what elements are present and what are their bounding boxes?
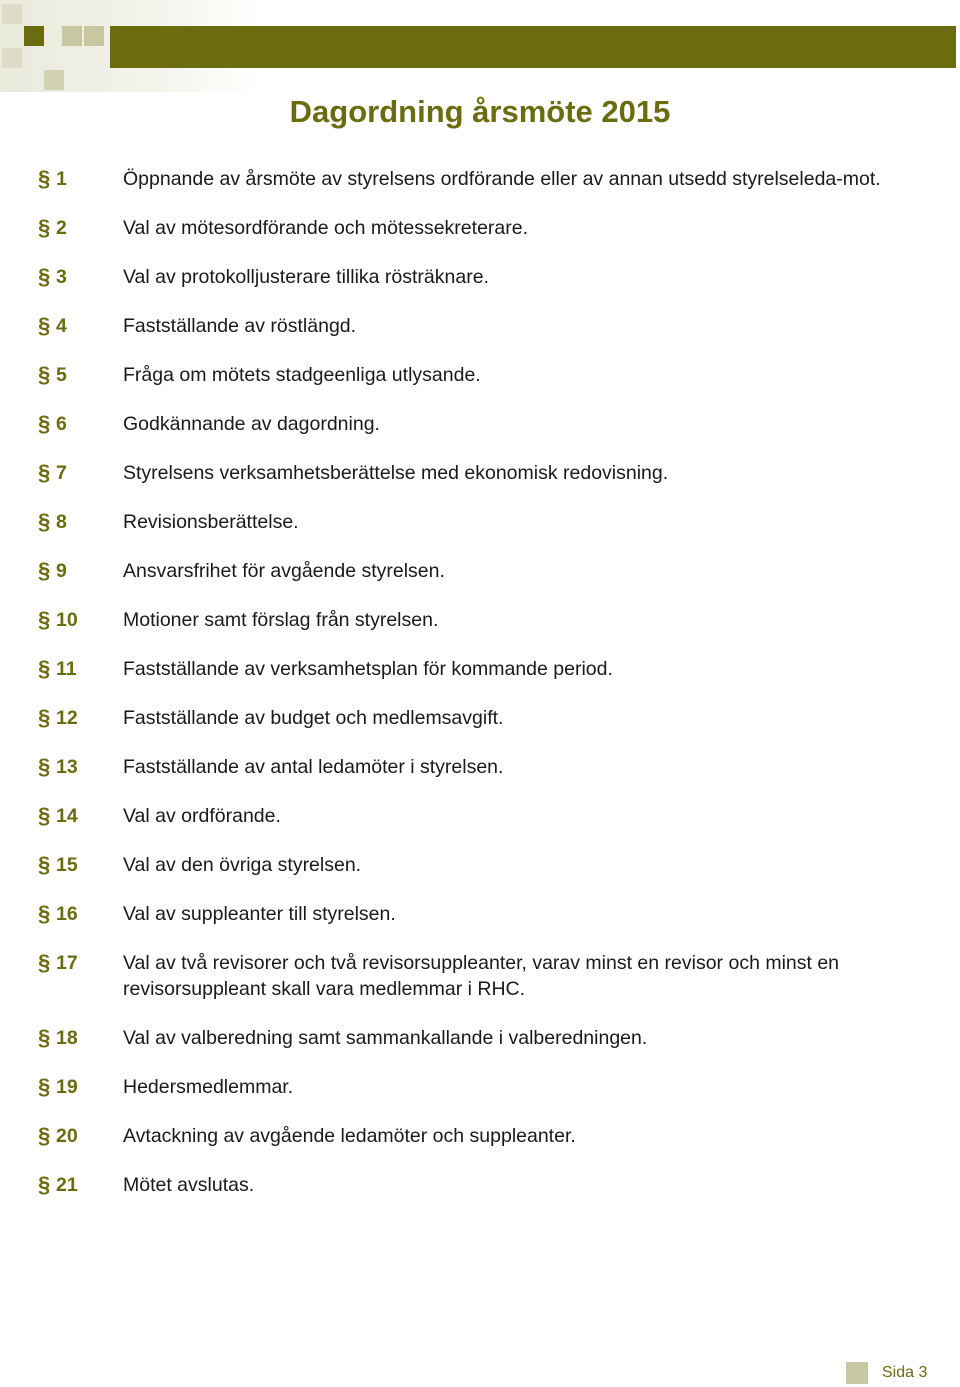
agenda-item-number: 21 — [56, 1174, 78, 1196]
agenda-item-number: 11 — [56, 658, 77, 680]
agenda-item — [38, 1123, 938, 1149]
agenda-item-text: Val av mötesordförande och mötessekreterare. — [123, 217, 529, 239]
agenda-item-number: 1 — [56, 168, 67, 190]
section-sign-icon: § — [38, 607, 51, 632]
agenda-item — [38, 411, 938, 437]
section-sign-icon: § — [38, 1074, 51, 1099]
agenda-item-text: Styrelsens verksamhetsberättelse med ekonomisk redovisning. — [123, 462, 669, 484]
agenda-item — [38, 460, 938, 486]
agenda-item-number: 4 — [56, 315, 67, 337]
agenda-item — [38, 901, 938, 927]
agenda-item-text: Fastställande av verksamhetsplan för kommande period. — [123, 658, 613, 680]
agenda-item-number: 2 — [56, 217, 67, 239]
agenda-item — [38, 509, 938, 535]
section-sign-icon: § — [38, 460, 51, 485]
section-sign-icon: § — [38, 1025, 51, 1050]
header-bar — [110, 26, 956, 68]
section-sign-icon: § — [38, 1172, 51, 1197]
section-sign-icon: § — [38, 313, 51, 338]
agenda-item-text: Fastställande av budget och medlemsavgift. — [123, 707, 504, 729]
agenda-item — [38, 264, 938, 290]
agenda-list — [38, 166, 938, 1221]
page-title: Dagordning årsmöte 2015 — [289, 94, 671, 129]
agenda-item — [38, 607, 938, 633]
deco-square-light — [2, 4, 22, 24]
agenda-item-number: 14 — [56, 805, 78, 827]
agenda-item — [38, 754, 938, 780]
agenda-item-number: 9 — [56, 560, 67, 582]
section-sign-icon: § — [38, 558, 51, 583]
agenda-item — [38, 362, 938, 388]
agenda-item-number: 16 — [56, 903, 78, 925]
agenda-item-text: Revisionsberättelse. — [123, 511, 299, 533]
agenda-item-number: 19 — [56, 1076, 78, 1098]
section-sign-icon: § — [38, 509, 51, 534]
page-footer — [846, 1362, 927, 1384]
agenda-item-number: 20 — [56, 1125, 78, 1147]
section-sign-icon: § — [38, 411, 51, 436]
agenda-item-text: Fastställande av antal ledamöter i styrelsen. — [123, 756, 504, 778]
agenda-item-number: 12 — [56, 707, 78, 729]
agenda-item — [38, 558, 938, 584]
agenda-item — [38, 313, 938, 339]
deco-square-dark — [24, 26, 44, 46]
agenda-item-text: Ansvarsfrihet för avgående styrelsen. — [123, 560, 445, 582]
header-decoration — [0, 0, 960, 96]
agenda-item-text: Val av suppleanter till styrelsen. — [123, 903, 396, 925]
agenda-item-text: Val av valberedning samt sammankallande i valberedningen. — [123, 1027, 648, 1049]
footer-square-icon — [846, 1362, 868, 1384]
agenda-item-number: 15 — [56, 854, 78, 876]
section-sign-icon: § — [38, 852, 51, 877]
agenda-item-text: Mötet avslutas. — [123, 1174, 255, 1196]
section-sign-icon: § — [38, 362, 51, 387]
agenda-item-number: 5 — [56, 364, 67, 386]
section-sign-icon: § — [38, 264, 51, 289]
agenda-item-text: Fastställande av röstlängd. — [123, 315, 357, 337]
agenda-item-text: Val av den övriga styrelsen. — [123, 854, 362, 876]
agenda-item-number: 13 — [56, 756, 78, 778]
section-sign-icon: § — [38, 705, 51, 730]
agenda-item-number: 8 — [56, 511, 67, 533]
section-sign-icon: § — [38, 950, 51, 975]
deco-square-light-2 — [2, 48, 22, 68]
section-sign-icon: § — [38, 215, 51, 240]
agenda-item-text: Fråga om mötets stadgeenliga utlysande. — [123, 364, 481, 386]
agenda-item-text: Val av protokolljusterare tillika rösträknare. — [123, 266, 489, 288]
agenda-item-text: Öppnande av årsmöte av styrelsens ordförande eller av annan utsedd styrelseleda-mot. — [123, 168, 881, 190]
agenda-item-number: 3 — [56, 266, 67, 288]
agenda-item — [38, 1025, 938, 1051]
agenda-item-number: 18 — [56, 1027, 78, 1049]
agenda-item-text: Val av ordförande. — [123, 805, 281, 827]
agenda-item-number: 6 — [56, 413, 67, 435]
section-sign-icon: § — [38, 803, 51, 828]
page-number: Sida 3 — [882, 1364, 928, 1381]
agenda-item — [38, 950, 938, 1002]
agenda-item-number: 7 — [56, 462, 67, 484]
agenda-item — [38, 705, 938, 731]
section-sign-icon: § — [38, 901, 51, 926]
agenda-item — [38, 803, 938, 829]
deco-square-mid-2 — [84, 26, 104, 46]
deco-square-mid-3 — [44, 70, 64, 90]
agenda-item — [38, 1074, 938, 1100]
agenda-item-text: Val av två revisorer och två revisorsuppleanter, varav minst en revisor och minst en revisorsuppleant skall vara medlemmar i RHC. — [123, 952, 840, 1000]
section-sign-icon: § — [38, 166, 51, 191]
agenda-item — [38, 215, 938, 241]
agenda-item-text: Godkännande av dagordning. — [123, 413, 380, 435]
section-sign-icon: § — [38, 1123, 51, 1148]
deco-square-mid — [62, 26, 82, 46]
agenda-item — [38, 1172, 938, 1198]
agenda-item-text: Avtackning av avgående ledamöter och suppleanter. — [123, 1125, 576, 1147]
agenda-item-number: 17 — [56, 952, 78, 974]
section-sign-icon: § — [38, 754, 51, 779]
agenda-item-number: 10 — [56, 609, 78, 631]
agenda-item-text: Motioner samt förslag från styrelsen. — [123, 609, 439, 631]
agenda-item — [38, 656, 938, 682]
agenda-item — [38, 166, 938, 192]
agenda-item — [38, 852, 938, 878]
agenda-item-text: Hedersmedlemmar. — [123, 1076, 294, 1098]
section-sign-icon: § — [38, 656, 51, 681]
